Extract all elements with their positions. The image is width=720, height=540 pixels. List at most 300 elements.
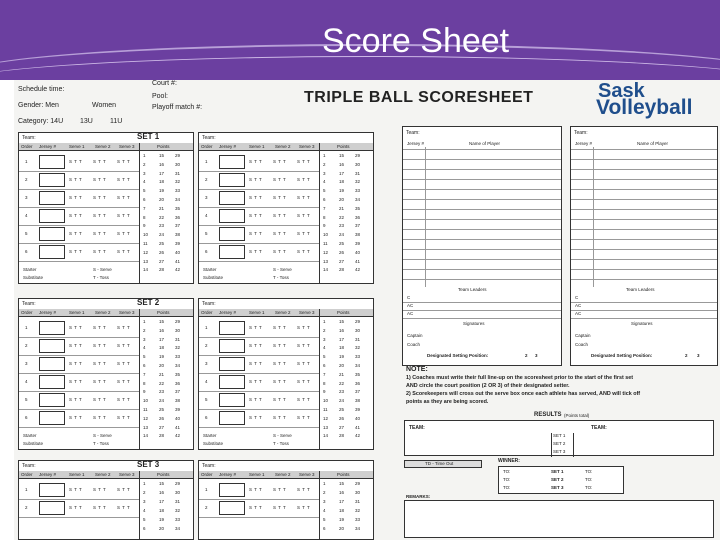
results-set-1: SET 1: [553, 433, 566, 438]
jersey-cell[interactable]: [39, 501, 65, 515]
set-team-label: Team:: [202, 301, 216, 307]
point-number: 18: [159, 345, 165, 351]
set-1-left-block: [18, 132, 194, 284]
point-number: 5: [323, 517, 326, 522]
point-number: 32: [175, 345, 181, 351]
point-number: 34: [175, 363, 181, 368]
point-number: 30: [175, 327, 181, 333]
serve-mark: S T T: [117, 177, 131, 182]
setting-pos-2: 2: [685, 353, 688, 358]
column-header: Serve 1: [69, 144, 85, 149]
jersey-cell[interactable]: [39, 173, 65, 187]
remarks-box: [404, 500, 714, 538]
point-number: 22: [159, 380, 165, 386]
point-number: 32: [175, 179, 181, 185]
point-number: 35: [175, 205, 181, 211]
serve-legend: S - Serve: [273, 433, 292, 438]
point-number: 15: [339, 319, 345, 324]
point-number: 30: [175, 490, 181, 495]
captain-label: Captain: [407, 333, 423, 338]
point-number: 34: [175, 526, 181, 531]
point-number: 37: [355, 223, 361, 229]
serve-mark: S T T: [273, 343, 287, 348]
remarks-label: REMARKS:: [406, 494, 431, 499]
point-number: 38: [175, 398, 181, 404]
order-number: 6: [25, 415, 28, 420]
point-number: 11: [323, 407, 328, 412]
point-number: 7: [323, 205, 326, 211]
set-label: SET 1: [137, 132, 160, 141]
column-header: Serve 1: [69, 310, 85, 315]
serve-mark: S T T: [93, 415, 107, 420]
starter-label: Starter: [23, 267, 37, 272]
point-number: 9: [323, 389, 326, 395]
to-label: TO:: [585, 469, 593, 474]
point-number: 15: [339, 153, 345, 158]
column-header: Order: [21, 472, 33, 477]
serve-mark: S T T: [249, 195, 263, 200]
order-number: 2: [25, 505, 28, 510]
point-number: 5: [143, 354, 146, 360]
note-line-2: AND circle the court position (2 OR 3) of their designated setter.: [406, 383, 570, 389]
point-number: 19: [159, 517, 165, 522]
point-number: 3: [323, 499, 326, 504]
serve-mark: S T T: [249, 213, 263, 218]
column-header: Serve 2: [275, 472, 291, 477]
serve-mark: S T T: [69, 415, 83, 420]
jersey-cell[interactable]: [39, 209, 65, 223]
jersey-cell[interactable]: [219, 209, 245, 223]
point-number: 33: [355, 188, 361, 194]
point-number: 8: [323, 380, 326, 386]
toss-legend: T - Toss: [93, 275, 109, 280]
serve-mark: S T T: [69, 397, 83, 402]
column-header: Serve 1: [249, 472, 265, 477]
coach-label: Coach: [575, 342, 589, 347]
point-number: 31: [175, 499, 181, 504]
order-number: 6: [205, 415, 208, 420]
timeout-box: [404, 460, 482, 468]
serve-mark: S T T: [69, 361, 83, 366]
column-header: Serve 1: [69, 472, 85, 477]
order-number: 5: [205, 231, 208, 236]
set-team-label: Team:: [22, 463, 36, 469]
point-number: 38: [355, 232, 361, 238]
point-number: 5: [323, 188, 326, 194]
serve-mark: S T T: [117, 361, 131, 366]
women-label: Women: [92, 102, 116, 109]
point-number: 13: [143, 424, 149, 430]
point-number: 26: [339, 415, 345, 421]
winner-box: [498, 466, 624, 494]
playoff-label: Playoff match #:: [152, 104, 203, 111]
point-number: 20: [159, 363, 165, 368]
results-team-right: TEAM:: [591, 425, 607, 431]
serve-mark: S T T: [249, 177, 263, 182]
point-number: 30: [355, 161, 361, 167]
point-number: 2: [323, 161, 326, 167]
column-header: Jersey #: [39, 310, 57, 315]
point-number: 4: [323, 508, 326, 513]
setting-pos-2: 2: [525, 353, 528, 358]
column-header: Order: [201, 144, 213, 149]
gender-label: Gender: Men: [18, 102, 59, 109]
point-number: 18: [339, 508, 345, 513]
serve-mark: S T T: [93, 487, 107, 492]
jersey-cell[interactable]: [219, 191, 245, 205]
serve-mark: S T T: [117, 213, 131, 218]
point-number: 18: [339, 345, 345, 351]
serve-mark: S T T: [93, 325, 107, 330]
set-team-label: Team:: [22, 135, 36, 141]
serve-mark: S T T: [93, 397, 107, 402]
point-number: 10: [323, 398, 329, 404]
column-header: Serve 3: [299, 472, 315, 477]
point-number: 30: [355, 327, 361, 333]
set-1-right-block: [198, 132, 374, 284]
jersey-cell[interactable]: [219, 339, 245, 353]
point-number: 26: [339, 249, 345, 255]
column-header: Jersey #: [219, 144, 237, 149]
point-number: 39: [355, 407, 361, 412]
column-header: Jersey #: [219, 310, 237, 315]
serve-mark: S T T: [273, 177, 287, 182]
point-number: 32: [175, 508, 181, 513]
winner-set-1: SET 1: [551, 469, 564, 474]
point-number: 27: [339, 424, 345, 430]
to-label: TO:: [585, 485, 593, 490]
point-number: 1: [323, 319, 326, 324]
point-number: 34: [355, 526, 361, 531]
point-number: 37: [355, 389, 361, 395]
point-number: 14: [323, 267, 329, 273]
point-number: 40: [355, 249, 361, 255]
serve-mark: S T T: [297, 505, 311, 510]
point-number: 18: [339, 179, 345, 185]
order-number: 4: [205, 213, 208, 218]
serve-mark: S T T: [93, 213, 107, 218]
point-number: 21: [159, 205, 165, 211]
setting-pos-3: 3: [535, 353, 538, 358]
serve-mark: S T T: [93, 343, 107, 348]
point-number: 40: [175, 415, 181, 421]
note-line-4: points as they are being scored.: [406, 399, 489, 405]
jersey-cell[interactable]: [219, 375, 245, 389]
order-number: 5: [25, 231, 28, 236]
logo-volleyball: Volleyball: [596, 96, 693, 119]
point-number: 14: [323, 433, 329, 439]
points-header: Points: [337, 144, 350, 149]
point-number: 8: [143, 214, 146, 220]
serve-mark: S T T: [117, 397, 131, 402]
point-number: 38: [175, 232, 181, 238]
serve-mark: S T T: [249, 343, 263, 348]
serve-mark: S T T: [69, 325, 83, 330]
point-number: 25: [339, 407, 345, 412]
point-number: 32: [355, 179, 361, 185]
jersey-cell[interactable]: [219, 245, 245, 259]
jersey-cell[interactable]: [219, 173, 245, 187]
point-number: 25: [159, 407, 165, 412]
substitute-label: Substitute: [23, 275, 44, 280]
roster-right: [570, 126, 718, 366]
substitute-label: Substitute: [23, 441, 44, 446]
winner-label: WINNER:: [498, 458, 520, 464]
point-number: 22: [159, 214, 165, 220]
jersey-cell[interactable]: [219, 393, 245, 407]
point-number: 33: [175, 517, 181, 522]
point-number: 19: [339, 354, 345, 360]
to-label: TO:: [585, 477, 593, 482]
results-box: [404, 420, 714, 456]
point-number: 6: [323, 197, 326, 202]
point-number: 23: [159, 389, 165, 395]
serve-legend: S - Serve: [273, 267, 292, 272]
point-number: 20: [159, 526, 165, 531]
serve-mark: S T T: [69, 195, 83, 200]
point-number: 20: [339, 526, 345, 531]
jersey-cell[interactable]: [39, 357, 65, 371]
point-number: 1: [323, 153, 326, 158]
category-label: Category: 14U: [18, 118, 64, 125]
column-header: Serve 3: [119, 310, 135, 315]
results-set-2: SET 2: [553, 441, 566, 446]
point-number: 7: [143, 205, 146, 211]
jersey-cell[interactable]: [39, 227, 65, 241]
serve-mark: S T T: [93, 361, 107, 366]
setting-position-label: Designated Setting Position:: [427, 353, 489, 358]
court-label: Court #:: [152, 80, 177, 87]
serve-mark: S T T: [297, 249, 311, 254]
jersey-cell[interactable]: [39, 393, 65, 407]
jersey-cell[interactable]: [219, 227, 245, 241]
team-leaders-label: Team Leaders: [458, 287, 487, 292]
serve-mark: S T T: [273, 379, 287, 384]
column-header: Order: [201, 472, 213, 477]
jersey-cell[interactable]: [39, 483, 65, 497]
point-number: 26: [159, 415, 165, 421]
serve-mark: S T T: [273, 487, 287, 492]
column-header: Serve 1: [249, 310, 265, 315]
point-number: 22: [339, 214, 345, 220]
point-number: 36: [355, 380, 361, 386]
toss-legend: T - Toss: [273, 441, 289, 446]
point-number: 8: [143, 380, 146, 386]
jersey-cell[interactable]: [219, 411, 245, 425]
point-number: 33: [355, 517, 361, 522]
note-line-3: 2) Scorekeepers will cross out the serve box once each athlete has served, AND will tick off: [406, 391, 641, 397]
jersey-cell[interactable]: [219, 321, 245, 335]
point-number: 15: [159, 153, 165, 158]
point-number: 17: [339, 499, 345, 504]
point-number: 7: [143, 371, 146, 377]
serve-mark: S T T: [117, 159, 131, 164]
point-number: 29: [175, 481, 181, 486]
point-number: 13: [143, 258, 149, 264]
point-number: 36: [175, 380, 181, 386]
point-number: 26: [159, 249, 165, 255]
results-team-left: TEAM:: [409, 425, 425, 431]
jersey-cell[interactable]: [39, 321, 65, 335]
order-number: 1: [205, 325, 208, 330]
point-number: 12: [323, 249, 329, 255]
title-banner: [0, 0, 720, 80]
set-label: SET 3: [137, 460, 160, 469]
jersey-cell[interactable]: [219, 357, 245, 371]
serve-mark: S T T: [249, 325, 263, 330]
point-number: 28: [339, 267, 345, 273]
point-number: 14: [143, 433, 149, 439]
point-number: 17: [339, 336, 345, 342]
serve-mark: S T T: [297, 177, 311, 182]
point-number: 39: [175, 241, 181, 246]
point-number: 1: [323, 481, 326, 486]
point-number: 2: [143, 161, 146, 167]
point-number: 35: [355, 371, 361, 377]
point-number: 4: [323, 345, 326, 351]
points-header: Points: [157, 310, 170, 315]
to-label: TO:: [503, 477, 511, 482]
point-number: 5: [143, 517, 146, 522]
point-number: 24: [159, 398, 165, 404]
category-13u: 13U: [80, 118, 93, 125]
point-number: 2: [143, 490, 146, 495]
jersey-cell[interactable]: [219, 155, 245, 169]
serve-mark: S T T: [297, 415, 311, 420]
point-number: 36: [355, 214, 361, 220]
serve-mark: S T T: [249, 415, 263, 420]
substitute-label: Substitute: [203, 441, 224, 446]
category-11u: 11U: [110, 118, 123, 125]
point-number: 24: [339, 232, 345, 238]
point-number: 1: [143, 319, 146, 324]
schedule-label: Schedule time:: [18, 86, 65, 93]
serve-mark: S T T: [297, 159, 311, 164]
point-number: 2: [143, 327, 146, 333]
roster-jersey-header: Jersey #: [407, 141, 425, 146]
order-number: 6: [205, 249, 208, 254]
set-3-left-block: [18, 460, 194, 540]
point-number: 13: [323, 424, 329, 430]
column-header: Serve 2: [95, 144, 111, 149]
serve-mark: S T T: [273, 325, 287, 330]
points-header: Points: [157, 144, 170, 149]
jersey-cell[interactable]: [219, 483, 245, 497]
point-number: 19: [339, 188, 345, 194]
point-number: 34: [355, 363, 361, 368]
point-number: 40: [175, 249, 181, 255]
jersey-cell[interactable]: [39, 375, 65, 389]
point-number: 2: [323, 490, 326, 495]
jersey-cell[interactable]: [39, 191, 65, 205]
jersey-cell[interactable]: [219, 501, 245, 515]
serve-mark: S T T: [69, 177, 83, 182]
order-number: 3: [205, 195, 208, 200]
winner-set-2: SET 2: [551, 477, 564, 482]
order-number: 3: [25, 361, 28, 366]
column-header: Order: [201, 310, 213, 315]
to-label: TO:: [503, 469, 511, 474]
point-number: 41: [175, 258, 181, 264]
serve-mark: S T T: [117, 249, 131, 254]
point-number: 3: [323, 336, 326, 342]
point-number: 42: [355, 433, 361, 439]
serve-mark: S T T: [297, 325, 311, 330]
jersey-cell[interactable]: [39, 155, 65, 169]
point-number: 35: [175, 371, 181, 377]
point-number: 42: [175, 433, 181, 439]
point-number: 12: [143, 415, 149, 421]
order-number: 5: [25, 397, 28, 402]
column-header: Order: [21, 310, 33, 315]
order-number: 2: [25, 177, 28, 182]
point-number: 24: [339, 398, 345, 404]
order-number: 2: [205, 343, 208, 348]
roster-name-header: Name of Player: [637, 141, 669, 146]
point-number: 28: [159, 433, 165, 439]
serve-mark: S T T: [297, 487, 311, 492]
jersey-cell[interactable]: [39, 245, 65, 259]
serve-mark: S T T: [249, 231, 263, 236]
point-number: 9: [143, 223, 146, 229]
serve-mark: S T T: [249, 397, 263, 402]
point-number: 20: [159, 197, 165, 202]
point-number: 41: [355, 424, 361, 430]
column-header: Serve 1: [249, 144, 265, 149]
serve-mark: S T T: [297, 213, 311, 218]
pool-label: Pool:: [152, 93, 168, 100]
serve-mark: S T T: [273, 361, 287, 366]
point-number: 10: [323, 232, 329, 238]
point-number: 16: [159, 161, 165, 167]
point-number: 36: [175, 214, 181, 220]
point-number: 38: [355, 398, 361, 404]
serve-mark: S T T: [297, 195, 311, 200]
point-number: 10: [143, 398, 149, 404]
point-number: 10: [143, 232, 149, 238]
signatures-label: Signatures: [631, 321, 653, 326]
column-header: Serve 3: [119, 144, 135, 149]
point-number: 3: [323, 170, 326, 176]
serve-mark: S T T: [297, 379, 311, 384]
order-number: 3: [25, 195, 28, 200]
jersey-cell[interactable]: [39, 411, 65, 425]
point-number: 19: [339, 517, 345, 522]
team-leaders-label: Team Leaders: [626, 287, 655, 292]
roster-left: [402, 126, 562, 366]
serve-mark: S T T: [249, 361, 263, 366]
jersey-cell[interactable]: [39, 339, 65, 353]
point-number: 16: [339, 161, 345, 167]
setting-position-label: Designated Setting Position:: [591, 353, 653, 358]
point-number: 6: [143, 363, 146, 368]
serve-mark: S T T: [117, 325, 131, 330]
point-number: 5: [143, 188, 146, 194]
serve-mark: S T T: [117, 343, 131, 348]
point-number: 32: [355, 508, 361, 513]
point-number: 16: [159, 327, 165, 333]
set-team-label: Team:: [202, 135, 216, 141]
order-number: 1: [205, 159, 208, 164]
leader-row: AC: [407, 303, 414, 308]
results-set-3: SET 3: [553, 449, 566, 454]
point-number: 14: [143, 267, 149, 273]
roster-jersey-header: Jersey #: [575, 141, 593, 146]
point-number: 29: [355, 481, 361, 486]
column-header: Serve 2: [95, 472, 111, 477]
column-header: Jersey #: [39, 144, 57, 149]
point-number: 6: [323, 526, 326, 531]
